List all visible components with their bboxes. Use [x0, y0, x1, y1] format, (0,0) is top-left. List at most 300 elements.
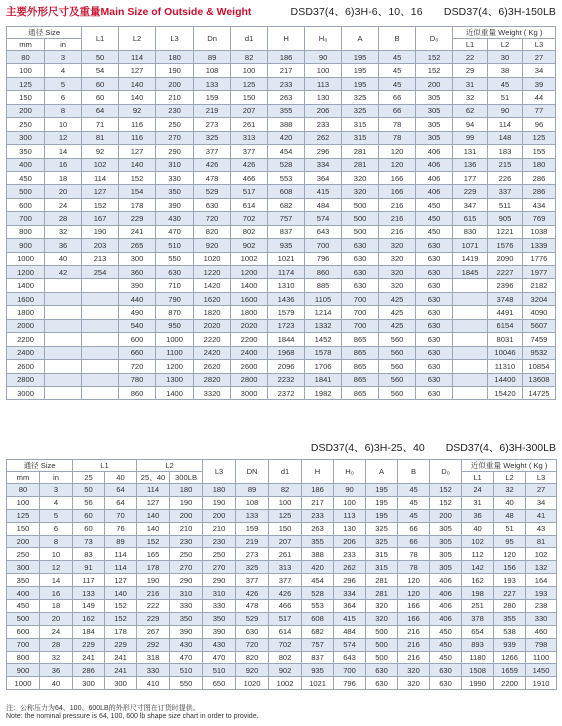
table-cell: [45, 373, 82, 386]
in-header: in: [45, 39, 82, 51]
table-cell: 305: [416, 104, 453, 117]
l1-header: L1: [73, 460, 137, 472]
table-cell: 114: [119, 51, 156, 64]
table-cell: 377: [194, 145, 231, 158]
table-cell: 142: [462, 561, 494, 574]
table-cell: 330: [156, 171, 194, 184]
table-cell: 320: [379, 279, 416, 292]
table-cell: 310: [170, 587, 203, 600]
table-cell: 630: [416, 279, 453, 292]
table-cell: 114: [82, 171, 119, 184]
table-cell: 893: [462, 638, 494, 651]
table-cell: 720: [119, 360, 156, 373]
table-cell: 355: [494, 612, 526, 625]
table-cell: 3: [45, 51, 82, 64]
table-cell: 330: [137, 664, 170, 677]
table-cell: 1776: [522, 252, 555, 265]
section-title: 主要外形尺寸及重量Main Size of Outside & Weight: [6, 6, 252, 18]
table-cell: 166: [379, 185, 416, 198]
table-cell: 64: [105, 496, 137, 509]
table-cell: 198: [462, 587, 494, 600]
table-cell: 478: [236, 600, 269, 613]
table-cell: 1452: [305, 333, 342, 346]
table-cell: 490: [119, 306, 156, 319]
table-cell: 426: [269, 587, 302, 600]
table-cell: 4090: [522, 306, 555, 319]
table-cell: 290: [203, 574, 236, 587]
table-cell: 233: [302, 509, 334, 522]
table-cell: 207: [231, 104, 268, 117]
table-cell: 643: [334, 651, 366, 664]
col-header: B: [398, 460, 430, 484]
table-cell: 350: [156, 185, 194, 198]
table-cell: [82, 386, 119, 399]
table-cell: 51: [494, 522, 526, 535]
table-cell: 130: [334, 522, 366, 535]
table-row: [7, 198, 556, 211]
size-weight-table-2: [6, 459, 557, 690]
table-cell: 273: [194, 118, 231, 131]
table-cell: 905: [488, 212, 523, 225]
table-cell: 200: [203, 509, 236, 522]
table-cell: 178: [137, 561, 170, 574]
size-header: 通径 Size: [7, 27, 82, 39]
table-cell: 152: [137, 535, 170, 548]
table-cell: 114: [105, 561, 137, 574]
table-cell: 682: [302, 625, 334, 638]
table-cell: 430: [203, 638, 236, 651]
table-cell: 27: [526, 484, 557, 497]
table-cell: [82, 306, 119, 319]
table-cell: 702: [269, 638, 302, 651]
table-cell: 62: [453, 104, 488, 117]
table-cell: 102: [462, 535, 494, 548]
table-cell: 460: [526, 625, 557, 638]
table-cell: 80: [7, 484, 40, 497]
table-cell: 254: [82, 266, 119, 279]
table-cell: 60: [82, 77, 119, 90]
table-cell: 682: [268, 198, 305, 211]
table-cell: 20: [40, 612, 73, 625]
table-cell: 800: [7, 651, 40, 664]
table-cell: 190: [156, 64, 194, 77]
table-cell: 769: [522, 212, 555, 225]
table-cell: 229: [73, 638, 105, 651]
table-cell: 195: [366, 509, 398, 522]
table-cell: 330: [170, 600, 203, 613]
table-cell: 11310: [488, 360, 523, 373]
table-cell: 466: [269, 600, 302, 613]
table-cell: 152: [105, 600, 137, 613]
table-cell: 200: [416, 77, 453, 90]
table-cell: 290: [170, 574, 203, 587]
table-cell: 116: [119, 118, 156, 131]
table-cell: 450: [416, 225, 453, 238]
table-cell: 630: [342, 252, 379, 265]
table-cell: 108: [194, 64, 231, 77]
table-cell: 757: [302, 638, 334, 651]
table-cell: 2232: [268, 373, 305, 386]
table-cell: 1600: [231, 292, 268, 305]
table-cell: 60: [73, 509, 105, 522]
table-row: [7, 171, 556, 184]
table-cell: 406: [430, 600, 462, 613]
table-cell: 315: [366, 561, 398, 574]
table-cell: 250: [203, 548, 236, 561]
table-cell: 406: [430, 587, 462, 600]
table-cell: 32: [453, 91, 488, 104]
table-cell: 78: [398, 561, 430, 574]
table-cell: 159: [194, 91, 231, 104]
table-cell: 210: [170, 522, 203, 535]
table-cell: 270: [203, 561, 236, 574]
table-cell: 600: [7, 625, 40, 638]
table-cell: 364: [305, 171, 342, 184]
table-cell: 500: [7, 612, 40, 625]
table-cell: 798: [526, 638, 557, 651]
table-cell: 406: [430, 612, 462, 625]
table-cell: 2200: [7, 333, 45, 346]
table-cell: 560: [379, 360, 416, 373]
table-cell: 190: [82, 225, 119, 238]
table-cell: 630: [342, 266, 379, 279]
table-cell: [453, 373, 488, 386]
table-cell: 113: [305, 77, 342, 90]
table-cell: 70: [105, 509, 137, 522]
in-header: in: [40, 472, 73, 484]
table-cell: 1420: [194, 279, 231, 292]
table-cell: 320: [379, 239, 416, 252]
table-cell: 305: [416, 118, 453, 131]
table-cell: 560: [379, 373, 416, 386]
table-cell: 127: [119, 64, 156, 77]
table-cell: 1723: [268, 319, 305, 332]
size-weight-table-1: [6, 26, 556, 400]
table-cell: [45, 306, 82, 319]
table-cell: 355: [268, 104, 305, 117]
table-cell: 2372: [268, 386, 305, 399]
table-cell: 10046: [488, 346, 523, 359]
table-row: [7, 548, 557, 561]
table-cell: 2227: [488, 266, 523, 279]
table-cell: 406: [416, 158, 453, 171]
weight-header: 近似重量 Weight ( Kg ): [453, 27, 556, 39]
table-cell: 1002: [269, 677, 302, 690]
table-cell: 426: [231, 158, 268, 171]
table-cell: 720: [194, 212, 231, 225]
table-cell: 4: [40, 496, 73, 509]
col-header: A: [342, 27, 379, 51]
table-cell: 377: [231, 145, 268, 158]
table-cell: 177: [453, 171, 488, 184]
table-cell: 800: [7, 225, 45, 238]
table-row: [7, 346, 556, 359]
table-row: [7, 212, 556, 225]
table-row: [7, 664, 557, 677]
table-cell: 34: [526, 496, 557, 509]
col-header: B: [379, 27, 416, 51]
table-cell: 560: [379, 346, 416, 359]
table-cell: 136: [453, 158, 488, 171]
table-cell: 56: [73, 496, 105, 509]
table-cell: 60: [82, 91, 119, 104]
table-cell: 8: [40, 535, 73, 548]
table-cell: 10: [40, 548, 73, 561]
col-header: d1: [269, 460, 302, 484]
table-cell: 29: [453, 64, 488, 77]
size-header: 通径 Size: [7, 460, 73, 472]
table-cell: 152: [430, 496, 462, 509]
table-cell: 120: [494, 548, 526, 561]
table-cell: 140: [119, 91, 156, 104]
table-cell: 553: [268, 171, 305, 184]
table-cell: 350: [203, 612, 236, 625]
table-cell: 700: [342, 306, 379, 319]
table-row: [7, 185, 556, 198]
table-row: [7, 91, 556, 104]
table-cell: [45, 360, 82, 373]
table-cell: 837: [302, 651, 334, 664]
table-cell: [453, 279, 488, 292]
table-row: [7, 104, 556, 117]
table-cell: 630: [416, 319, 453, 332]
table-cell: 90: [305, 51, 342, 64]
table-row: [7, 535, 557, 548]
table-cell: 630: [366, 677, 398, 690]
table-row: [7, 131, 556, 144]
table-cell: 36: [40, 664, 73, 677]
table-cell: 92: [82, 145, 119, 158]
table-cell: 802: [231, 225, 268, 238]
table-row: [7, 360, 556, 373]
weight-col-header: L2: [488, 39, 523, 51]
table-cell: 7459: [522, 333, 555, 346]
table-cell: 1332: [305, 319, 342, 332]
table-cell: 434: [522, 198, 555, 211]
table-cell: 14725: [522, 386, 555, 399]
table-cell: 450: [430, 651, 462, 664]
table-cell: 156: [494, 561, 526, 574]
table-cell: 796: [334, 677, 366, 690]
table-row: [7, 252, 556, 265]
weight-col-header: L1: [453, 39, 488, 51]
table-cell: [45, 333, 82, 346]
col-header: D₀: [416, 27, 453, 51]
table-cell: 216: [398, 638, 430, 651]
table-row: [7, 612, 557, 625]
table-cell: 28: [40, 638, 73, 651]
table-cell: [45, 279, 82, 292]
table-cell: 529: [194, 185, 231, 198]
table-cell: 150: [231, 91, 268, 104]
table-cell: 186: [302, 484, 334, 497]
table-cell: 281: [342, 158, 379, 171]
table-cell: 470: [203, 651, 236, 664]
table-cell: 305: [430, 548, 462, 561]
table-cell: 150: [269, 522, 302, 535]
table-cell: 12: [40, 561, 73, 574]
table-cell: 51: [488, 91, 523, 104]
table-cell: 1020: [194, 252, 231, 265]
table-row: [7, 651, 557, 664]
table-cell: 78: [379, 131, 416, 144]
table-cell: 1706: [305, 360, 342, 373]
table-1-body: [7, 51, 556, 400]
table-cell: 16: [45, 158, 82, 171]
table-cell: 1021: [302, 677, 334, 690]
table-cell: 203: [82, 239, 119, 252]
table-cell: 529: [236, 612, 269, 625]
mm-header: mm: [7, 39, 45, 51]
table-cell: 15420: [488, 386, 523, 399]
table-cell: 700: [305, 239, 342, 252]
table-cell: 1310: [268, 279, 305, 292]
table-cell: 130: [305, 91, 342, 104]
table-cell: 32: [45, 225, 82, 238]
l1-sub-header: 25: [73, 472, 105, 484]
table-cell: 133: [194, 77, 231, 90]
table-cell: 920: [236, 664, 269, 677]
table-cell: 614: [231, 198, 268, 211]
table-cell: 6: [45, 91, 82, 104]
weight-col-header: L3: [522, 39, 555, 51]
table-cell: 292: [137, 638, 170, 651]
table-cell: 1845: [453, 266, 488, 279]
table-cell: 30: [488, 51, 523, 64]
table-cell: 420: [268, 131, 305, 144]
table-cell: 320: [366, 612, 398, 625]
col-header: H: [302, 460, 334, 484]
table-cell: 131: [453, 145, 488, 158]
table-cell: 630: [430, 664, 462, 677]
table-cell: 45: [379, 51, 416, 64]
table-cell: 700: [334, 664, 366, 677]
table-cell: 140: [137, 522, 170, 535]
table-cell: 24: [45, 198, 82, 211]
table-cell: 125: [522, 131, 555, 144]
table-cell: 1800: [7, 306, 45, 319]
table-cell: 216: [137, 587, 170, 600]
table-cell: 281: [366, 574, 398, 587]
note-english: Note: the nominal pressure is 64, 100, 600 lb shape size chart in order to provide.: [6, 713, 259, 720]
weight-col-header: L3: [526, 472, 557, 484]
table-cell: [45, 346, 82, 359]
table-cell: 64: [105, 484, 137, 497]
table-cell: 5: [40, 509, 73, 522]
table-cell: 94: [453, 118, 488, 131]
table-cell: 700: [7, 638, 40, 651]
table-cell: 162: [73, 612, 105, 625]
table-cell: 2020: [231, 319, 268, 332]
table-cell: 180: [170, 484, 203, 497]
table-cell: 10854: [522, 360, 555, 373]
table-cell: 1266: [494, 651, 526, 664]
table-cell: 152: [430, 484, 462, 497]
table-cell: [82, 373, 119, 386]
table-cell: 710: [156, 279, 194, 292]
table-cell: 430: [170, 638, 203, 651]
table-cell: 837: [268, 225, 305, 238]
table-cell: 213: [82, 252, 119, 265]
table-cell: 378: [462, 612, 494, 625]
table-cell: 500: [366, 638, 398, 651]
table-cell: 167: [82, 212, 119, 225]
table-cell: 120: [379, 145, 416, 158]
table-cell: 66: [398, 535, 430, 548]
table-cell: 484: [305, 198, 342, 211]
table-cell: 2600: [231, 360, 268, 373]
table-cell: 44: [522, 91, 555, 104]
l2-sub-header: 25、40: [137, 472, 170, 484]
table-cell: 100: [334, 496, 366, 509]
table-cell: 325: [194, 131, 231, 144]
model-label-2: DSD37(4、6)3H-25、40 DSD37(4、6)3H-300LB: [310, 442, 556, 454]
table-cell: 215: [488, 158, 523, 171]
table-cell: 238: [526, 600, 557, 613]
table-cell: 100: [231, 64, 268, 77]
table-cell: 200: [7, 104, 45, 117]
table-cell: 16: [40, 587, 73, 600]
table-cell: 1000: [7, 677, 40, 690]
table-cell: 39: [522, 77, 555, 90]
table-cell: 241: [105, 664, 137, 677]
table-row: [7, 509, 557, 522]
table-cell: 300: [119, 252, 156, 265]
table-cell: 630: [416, 360, 453, 373]
table-cell: 6154: [488, 319, 523, 332]
table-cell: 870: [156, 306, 194, 319]
table-cell: 700: [342, 319, 379, 332]
table-cell: 406: [416, 185, 453, 198]
table-cell: 400: [7, 587, 40, 600]
table-cell: 273: [236, 548, 269, 561]
table-cell: 553: [302, 600, 334, 613]
table-cell: 802: [269, 651, 302, 664]
table-cell: 450: [430, 638, 462, 651]
table-cell: 241: [73, 651, 105, 664]
table-row: [7, 77, 556, 90]
table-cell: 64: [82, 104, 119, 117]
table-cell: 528: [268, 158, 305, 171]
table-cell: 261: [231, 118, 268, 131]
table-row: [7, 574, 557, 587]
table-cell: 614: [269, 625, 302, 638]
table-cell: 286: [522, 171, 555, 184]
table-cell: 250: [170, 548, 203, 561]
table-cell: 550: [170, 677, 203, 690]
table-cell: [45, 292, 82, 305]
col-header: H: [268, 27, 305, 51]
table-cell: 660: [119, 346, 156, 359]
table-cell: 73: [73, 535, 105, 548]
table-cell: [453, 306, 488, 319]
table-cell: 127: [82, 185, 119, 198]
table-cell: 1071: [453, 239, 488, 252]
table-row: [7, 319, 556, 332]
table-cell: 152: [105, 612, 137, 625]
col-header: L2: [119, 27, 156, 51]
table-cell: 454: [302, 574, 334, 587]
table-cell: 325: [366, 535, 398, 548]
table-cell: 630: [416, 306, 453, 319]
table-cell: 133: [236, 509, 269, 522]
table-cell: 125: [7, 77, 45, 90]
table-cell: 2000: [7, 319, 45, 332]
table-cell: 400: [7, 158, 45, 171]
table-cell: 125: [231, 77, 268, 90]
table-cell: 865: [342, 360, 379, 373]
table-cell: 865: [342, 346, 379, 359]
